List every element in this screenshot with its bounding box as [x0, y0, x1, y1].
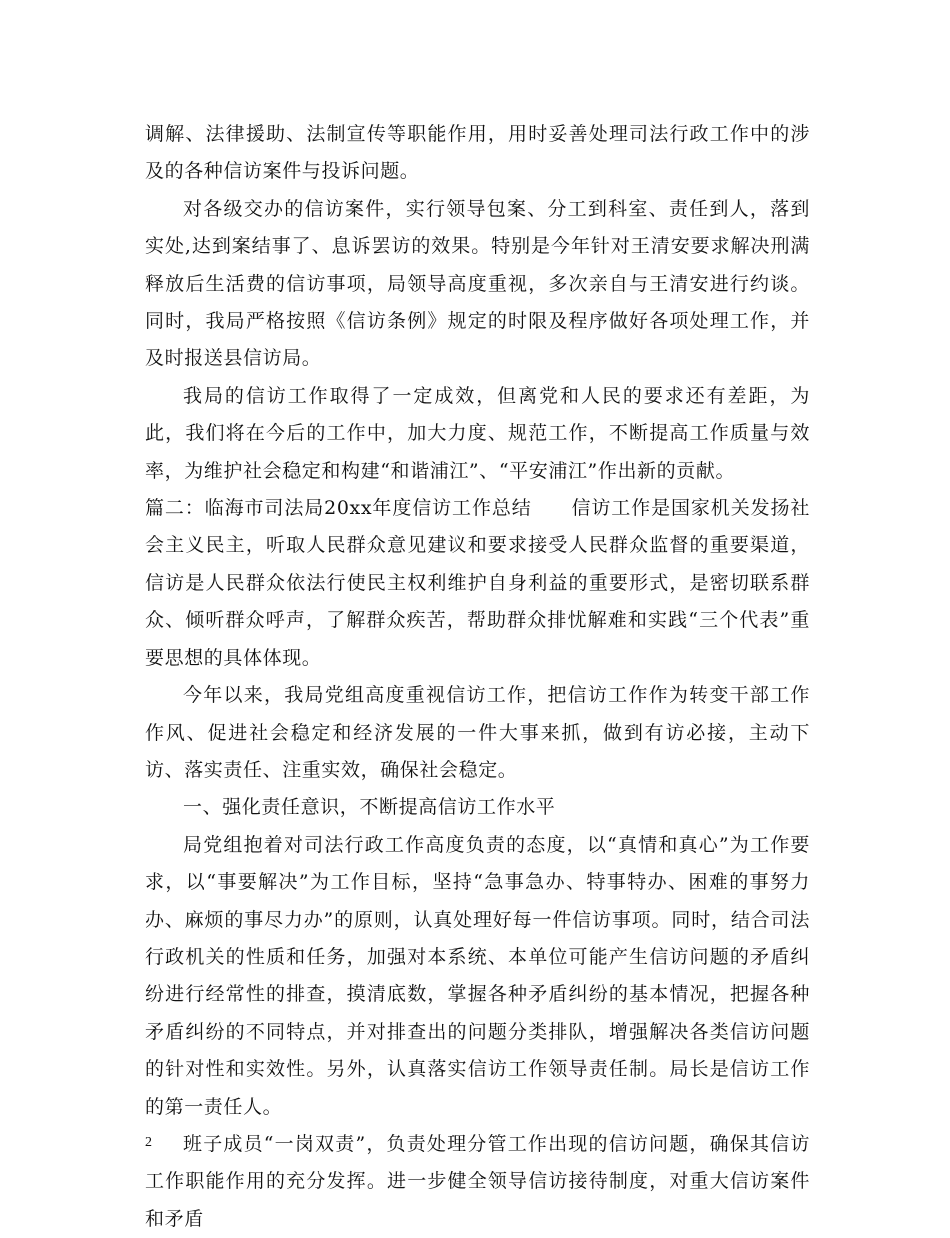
subheading: 一、强化责任意识，不断提高信访工作水平 [183, 796, 556, 819]
paragraph: 调解、法律援助、法制宣传等职能作用，用时妥善处理司法行政工作中的涉及的各种信访案件与投诉问题。 [145, 123, 810, 183]
page-number: 2 [145, 1135, 152, 1150]
paragraph: 局党组抱着对司法行政工作高度负责的态度，以“真情和真心”为工作要求，以“事要解决”为工作目标，坚持“急事急办、特事特办、困难的事努力办、麻烦的事尽力办”的原则，认真处理好每一件信访事项。同时，结合司法行政机关的性质和任务，加强对本系统、本单位可能产生信访问题的矛盾纠纷进行经常性的排查，摸清底数，掌握各种矛盾纠纷的基本情况，把握各种矛盾纠纷的不同特点，并对排查出的问题分类排队，增强解决各类信访问题的针对性和实效性。另外，认真落实信访工作领导责任制。局长是信访工作的第一责任人。 [145, 833, 810, 1118]
section-heading-paragraph: 篇二：临海市司法局20xx年度信访工作总结 信访工作是国家机关发扬社会主义民主，听取人民群众意见建议和要求接受人民群众监督的重要渠道，信访是人民群众依法行使民主权利维护自身利益的重要形式，是密切联系群众、倾听群众呼声，了解群众疾苦，帮助群众排忧解难和实践“三个代表”重要思想的具体体现。 [145, 497, 810, 669]
document-body [145, 116, 810, 1238]
paragraph: 今年以来，我局党组高度重视信访工作，把信访工作作为转变干部工作作风、促进社会稳定和经济发展的一件大事来抓，做到有访必接，主动下访、落实责任、注重实效，确保社会稳定。 [145, 684, 810, 781]
paragraph: 对各级交办的信访案件，实行领导包案、分工到科室、责任到人，落到实处,达到案结事了、息诉罢访的效果。特别是今年针对王清安要求解决刑满释放后生活费的信访事项，局领导高度重视，多次亲自与王清安进行约谈。同时，我局严格按照《信访条例》规定的时限及程序做好各项处理工作，并及时报送县信访局。 [145, 197, 810, 370]
paragraph: 我局的信访工作取得了一定成效，但离党和人民的要求还有差距，为此，我们将在今后的工作中，加大力度、规范工作，不断提高工作质量与效率，为维护社会稳定和构建“和谐浦江”、“平安浦江”作出新的贡献。 [145, 384, 810, 482]
paragraph: 班子成员“一岗双责”，负责处理分管工作出现的信访问题，确保其信访工作职能作用的充分发挥。进一步健全领导信访接待制度，对重大信访案件和矛盾 [145, 1132, 810, 1230]
